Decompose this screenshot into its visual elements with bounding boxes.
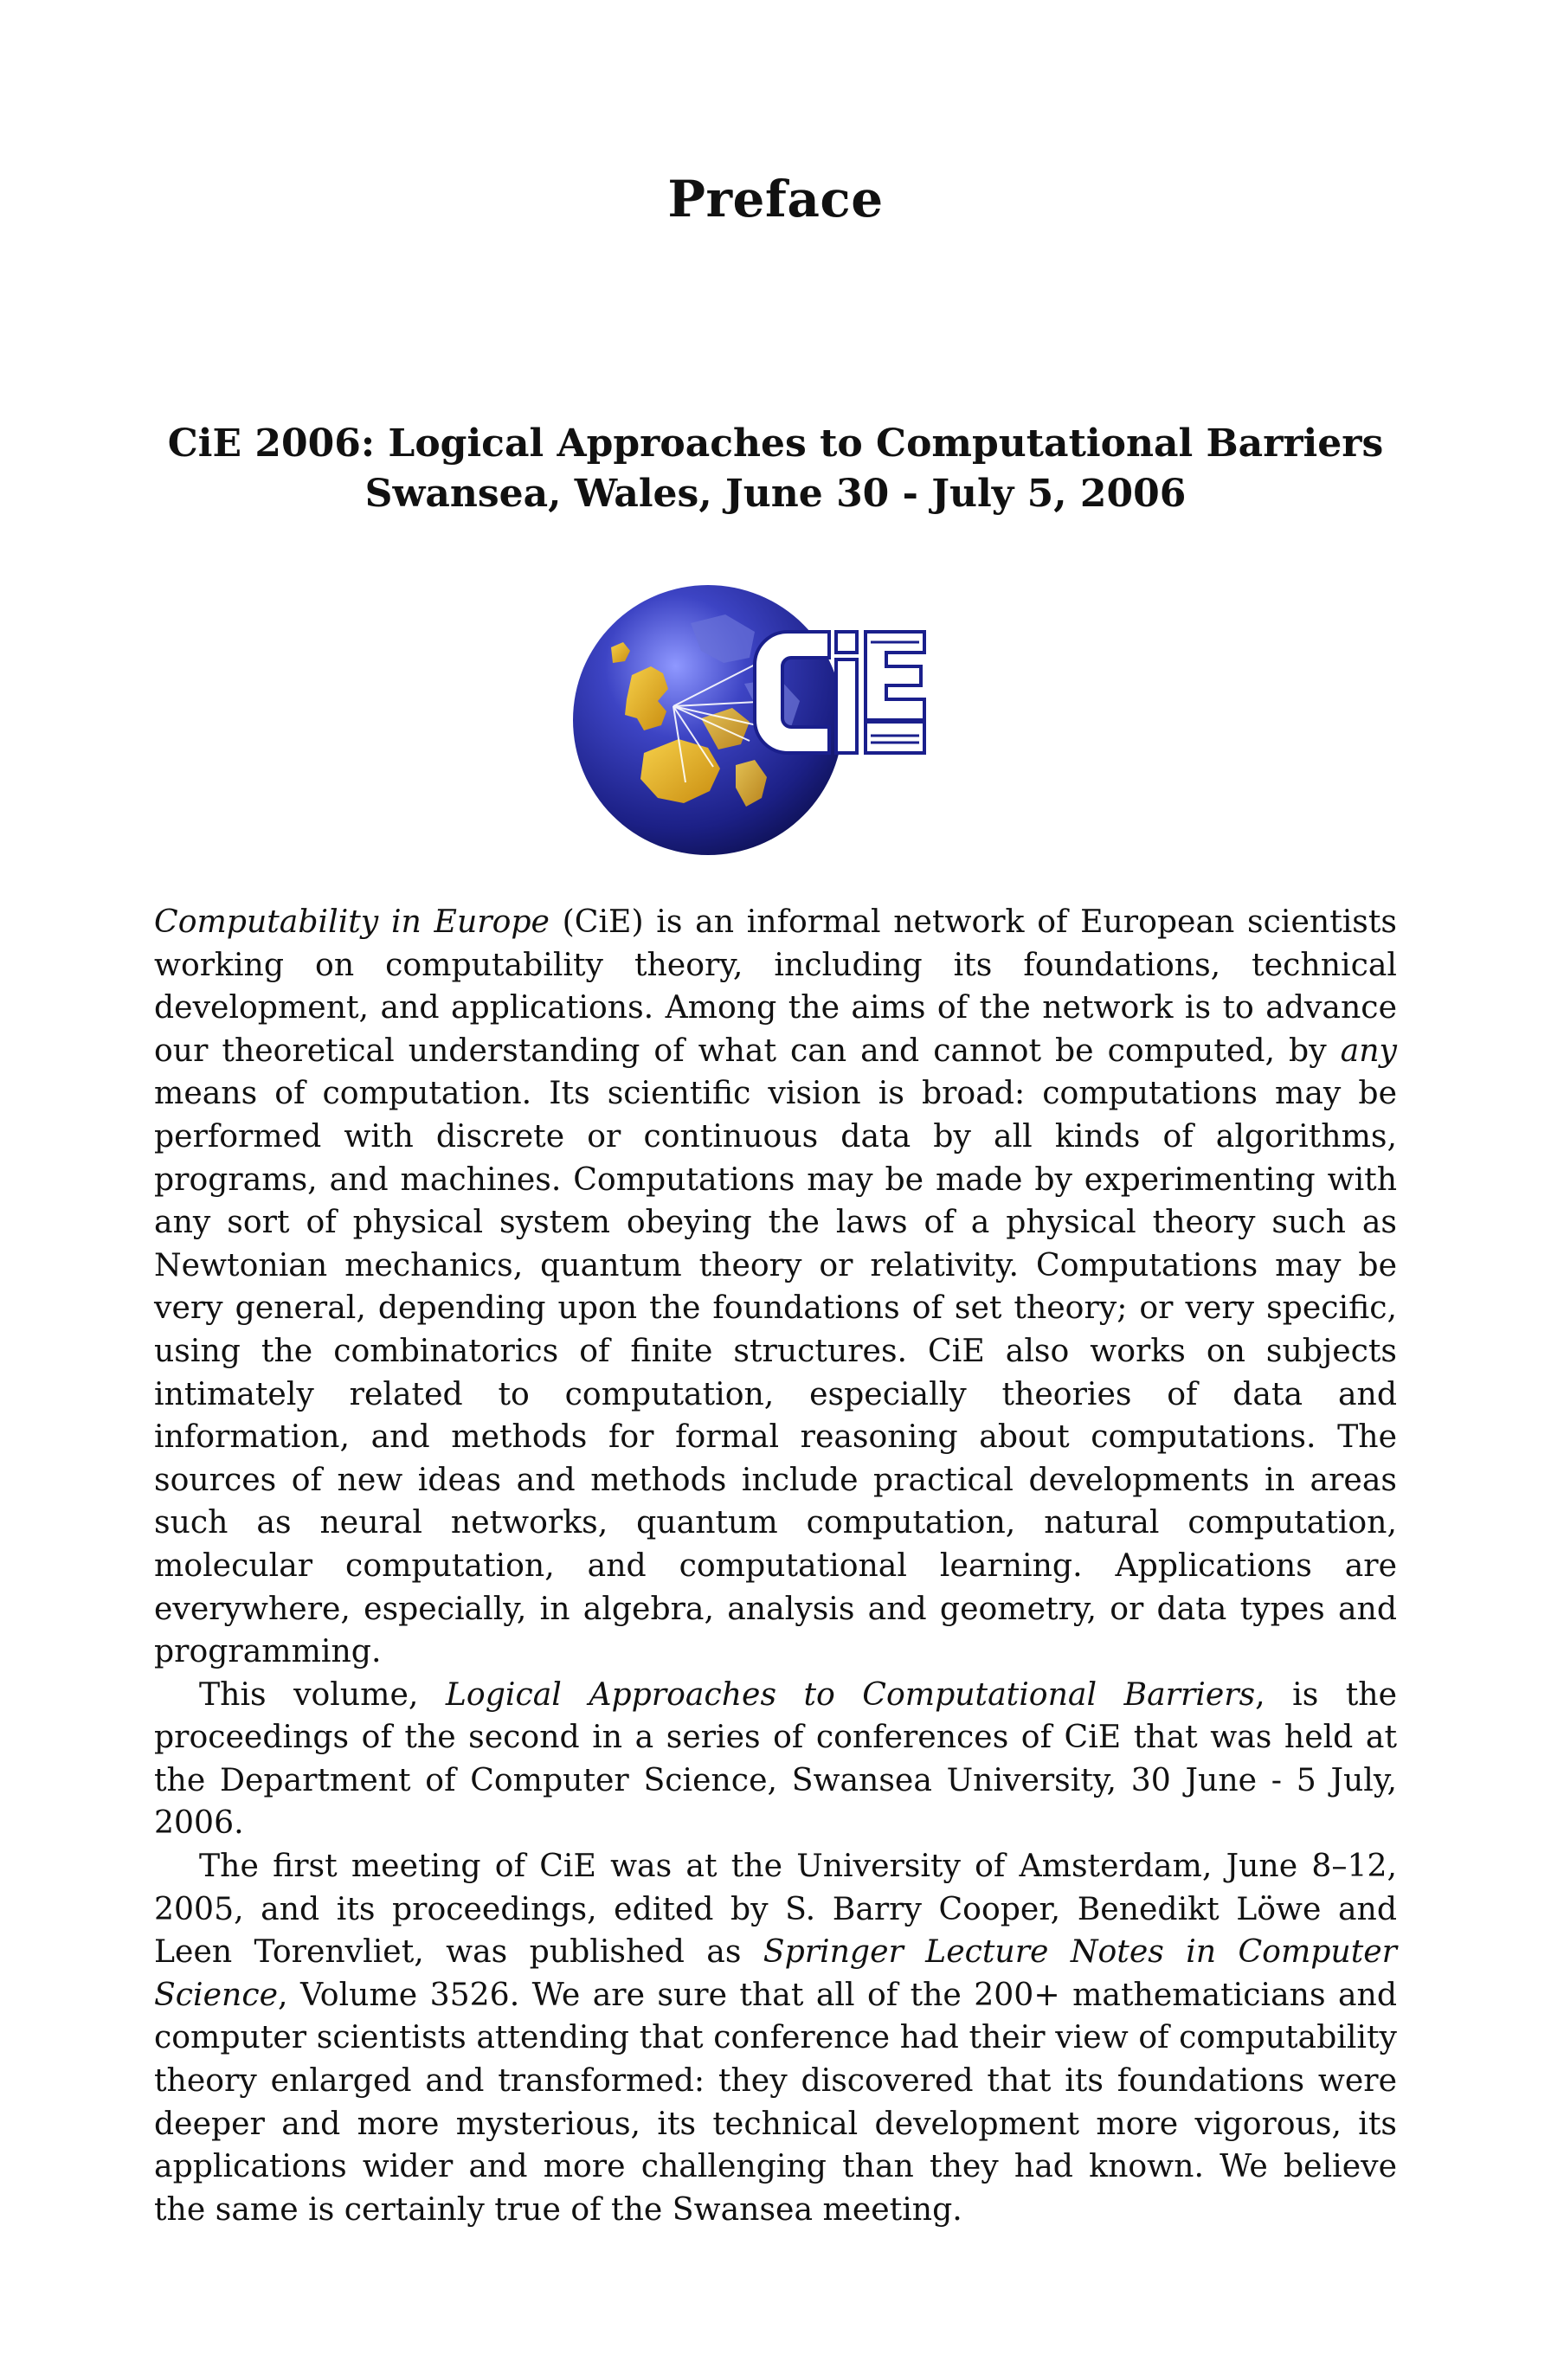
conference-title-line-2: Swansea, Wales, June 30 - July 5, 2006: [364, 472, 1187, 516]
paragraph-3-text-1: The first meeting of CiE was at the University of Amsterdam, June 8–12, 2005, and its proceedings, edited by S. Barry Cooper, Benedikt Löwe and Leen Torenvliet, was published as: [154, 1847, 1397, 1971]
paragraph-3-text-2: , Volume 3526. We are sure that all of the 200+ mathematicians and computer scientists attending that conference had their view of computability theory enlarged and transformed: they discovered that its foundations were deeper and more mysterious, its technical development more vigorous, its applications wider and more challenging than they had known. We believe the same is certainly true of the Swansea meeting.: [154, 1975, 1397, 2228]
paragraph-1-emphasis-2: any: [1340, 1031, 1397, 1069]
paragraph-2: [154, 1673, 1397, 1844]
page-title: Preface: [667, 170, 884, 228]
paragraph-3-emphasis-1: Springer Lecture Notes in Computer Science: [154, 1933, 1397, 2013]
paragraph-2-text-2: , is the proceedings of the second in a series of conferences of CiE that was held at the Department of Computer Science, Swansea University, 30 June - 5 July, 2006.: [154, 1675, 1398, 1842]
paragraph-1: [154, 900, 1397, 1673]
paragraph-1-text-2: means of computation. Its scientific vision is broad: computations may be performed with discrete or continuous data by all kinds of algorithms, programs, and machines. Computations may be made by experimenting with any sort of physical system obeying the laws of a physical theory such as Newtonian mechanics, quantum theory or relativity. Computations may be very general, depending upon the foundations of set theory; or very specific, using the combinatorics of finite structures. CiE also works on subjects intimately related to computation, especially theories of data and information, and methods for formal reasoning about computations. The sources of new ideas and methods include practical developments in areas such as neural networks, quantum computation, natural computation, molecular computation, and computational learning. Applications are everywhere, especially, in algebra, analysis and geometry, or data types and programming.: [154, 1074, 1397, 1670]
paragraph-1-emphasis-1: Computability in Europe: [154, 903, 550, 940]
paragraph-2-emphasis-1: Logical Approaches to Computational Barriers: [445, 1675, 1256, 1713]
preface-body: [154, 900, 1397, 2230]
cie-logo: [571, 571, 987, 865]
paragraph-3: [154, 1844, 1397, 2230]
paragraph-1-text-1: (CiE) is an informal network of European scientists working on computability theory, including its foundations, technical development, and applications. Among the aims of the network is to advance our theoretical understanding of what can and cannot be computed, by: [154, 903, 1397, 1069]
paragraph-2-text-1: This volume,: [199, 1675, 446, 1713]
conference-title: [0, 419, 1551, 519]
conference-title-line-1: CiE 2006: Logical Approaches to Computational Barriers: [167, 421, 1384, 466]
